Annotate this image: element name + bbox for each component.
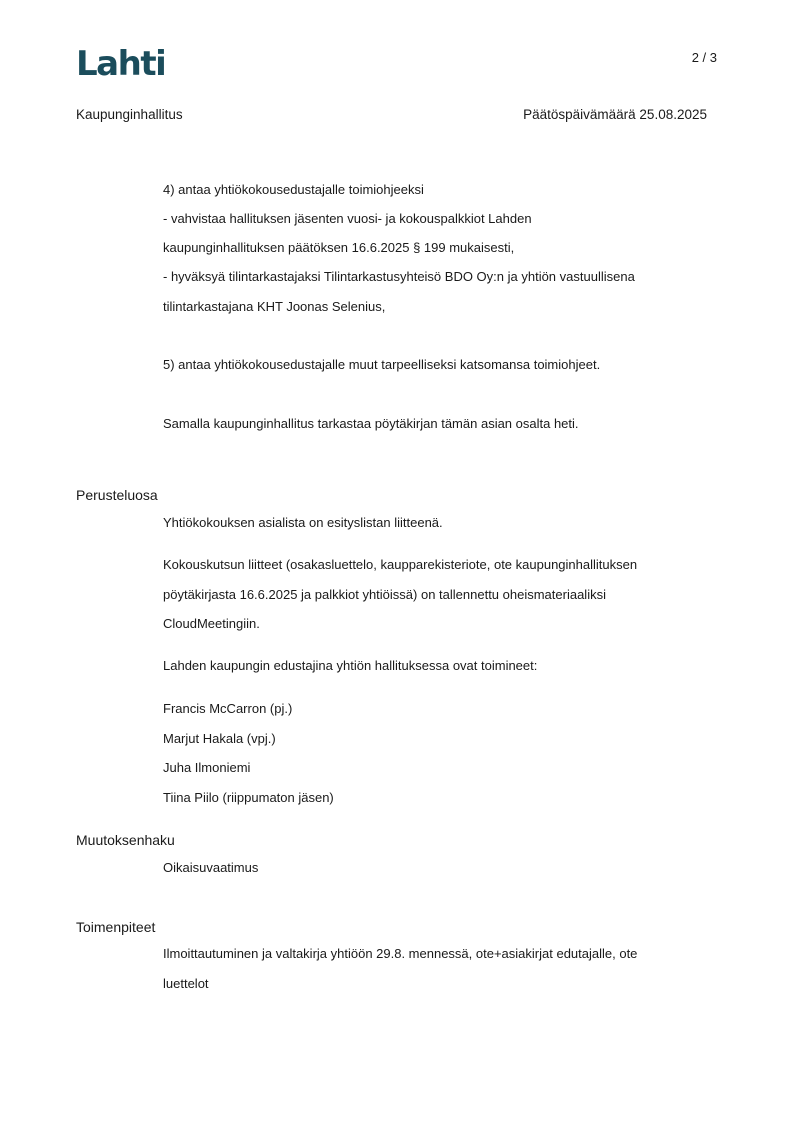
board-member: Juha Ilmoniemi	[163, 760, 251, 775]
decision-line: Samalla kaupunginhallitus tarkastaa pöytäkirjan tämän asian osalta heti.	[163, 416, 579, 431]
decision-line: 5) antaa yhtiökokousedustajalle muut tarpeelliseksi katsomansa toimiohjeet.	[163, 357, 601, 372]
lahti-logo: Lahti	[76, 44, 166, 84]
muutoksenhaku-line: Oikaisuvaatimus	[163, 860, 259, 875]
page-number: 2 / 3	[691, 50, 717, 65]
perusteluosa-line: Kokouskutsun liitteet (osakasluettelo, kaupparekisteriote, ote kaupunginhallituksen	[163, 557, 638, 572]
decision-line: - vahvistaa hallituksen jäsenten vuosi- ja kokouspalkkiot Lahden	[163, 211, 532, 226]
organ-name: Kaupunginhallitus	[76, 107, 183, 122]
toimenpiteet-line: luettelot	[163, 976, 209, 991]
section-title-perusteluosa: Perusteluosa	[76, 487, 158, 503]
perusteluosa-line: Yhtiökokouksen asialista on esityslistan liitteenä.	[163, 515, 443, 530]
decision-line: kaupunginhallituksen päätöksen 16.6.2025 § 199 mukaisesti,	[163, 240, 515, 255]
board-member: Marjut Hakala (vpj.)	[163, 731, 276, 746]
decision-line: - hyväksyä tilintarkastajaksi Tilintarkastusyhteisö BDO Oy:n ja yhtiön vastuullisena	[163, 269, 635, 284]
section-title-toimenpiteet: Toimenpiteet	[76, 919, 156, 935]
perusteluosa-line: CloudMeetingiin.	[163, 616, 260, 631]
section-title-muutoksenhaku: Muutoksenhaku	[76, 832, 175, 848]
toimenpiteet-line: Ilmoittautuminen ja valtakirja yhtiöön 29.8. mennessä, ote+asiakirjat edutajalle, ote	[163, 946, 638, 961]
perusteluosa-line: pöytäkirjasta 16.6.2025 ja palkkiot yhtiöissä) on tallennettu oheismateriaaliksi	[163, 587, 606, 602]
perusteluosa-line: Lahden kaupungin edustajina yhtiön hallituksessa ovat toimineet:	[163, 658, 538, 673]
decision-line: tilintarkastajana KHT Joonas Selenius,	[163, 299, 386, 314]
board-member: Francis McCarron (pj.)	[163, 701, 293, 716]
board-member: Tiina Piilo (riippumaton jäsen)	[163, 790, 334, 805]
decision-line: 4) antaa yhtiökokousedustajalle toimiohjeeksi	[163, 182, 424, 197]
decision-date: Päätöspäivämäärä 25.08.2025	[523, 107, 707, 122]
